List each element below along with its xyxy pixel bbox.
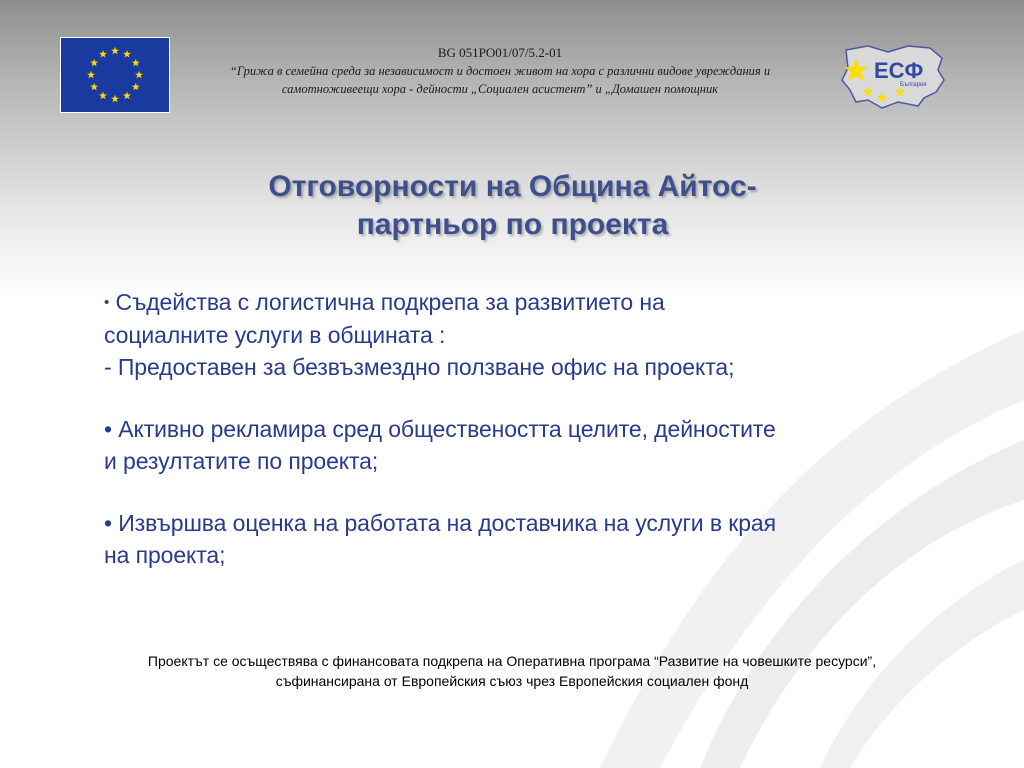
- item2-line2: и резултатите по проекта;: [104, 448, 379, 474]
- eu-flag-icon: [60, 37, 170, 113]
- esf-text: ЕСФ: [874, 58, 924, 83]
- project-header: [185, 44, 815, 98]
- item1-line1: [104, 286, 964, 319]
- eu-star-icon: [90, 59, 98, 67]
- eu-star-icon: [111, 95, 119, 103]
- eu-star-icon: [87, 71, 95, 79]
- item2-line1: • Активно рекламира сред обществеността целите, дейностите: [104, 416, 776, 442]
- list-item: [104, 413, 964, 477]
- item3-line2: на проекта;: [104, 542, 226, 568]
- item1-line1-text: Съдейства с логистична подкрепа за развитието на: [109, 289, 665, 315]
- bullet: •: [104, 294, 110, 311]
- list-item: [104, 286, 964, 383]
- funding-footer: [40, 651, 984, 691]
- footer-line1: Проектът се осъществява с финансовата подкрепа на Оперативна програма “Развитие на човешките ресурси”,: [147, 653, 877, 669]
- item3-line1: • Извършва оценка на работата на доставчика на услуги в края: [104, 510, 776, 536]
- item1-line3: - Предоставен за безвъзмездно ползване офис на проекта;: [104, 354, 735, 380]
- eu-star-icon: [123, 50, 131, 58]
- eu-star-icon: [132, 83, 140, 91]
- project-code: BG 051PO01/07/5.2-01: [437, 45, 563, 60]
- project-title-line2: самотноживеещи хора - дейности „Социален асистент” и „Домашен помощник: [281, 82, 719, 96]
- eu-star-icon: [123, 92, 131, 100]
- title-line2: партньор по проекта: [356, 208, 669, 241]
- eu-star-icon: [90, 83, 98, 91]
- esf-subtext: България: [900, 82, 927, 88]
- list-item: [104, 507, 964, 571]
- title-line1: Отговорности на Община Айтос-: [268, 170, 757, 203]
- responsibilities-list: [104, 286, 964, 571]
- item1-line2: социалните услуги в общината :: [104, 322, 446, 348]
- eu-star-icon: [99, 50, 107, 58]
- eu-star-icon: [111, 47, 119, 55]
- eu-star-icon: [135, 71, 143, 79]
- footer-line2: съфинансирана от Европейския съюз чрез Европейския социален фонд: [275, 673, 749, 689]
- esf-logo-icon: [838, 40, 948, 112]
- eu-star-icon: [99, 92, 107, 100]
- slide-title: [150, 168, 875, 244]
- project-title-line1: “Грижа в семейна среда за независимост и достоен живот на хора с различни видове увреждания и: [229, 64, 771, 78]
- eu-star-icon: [132, 59, 140, 67]
